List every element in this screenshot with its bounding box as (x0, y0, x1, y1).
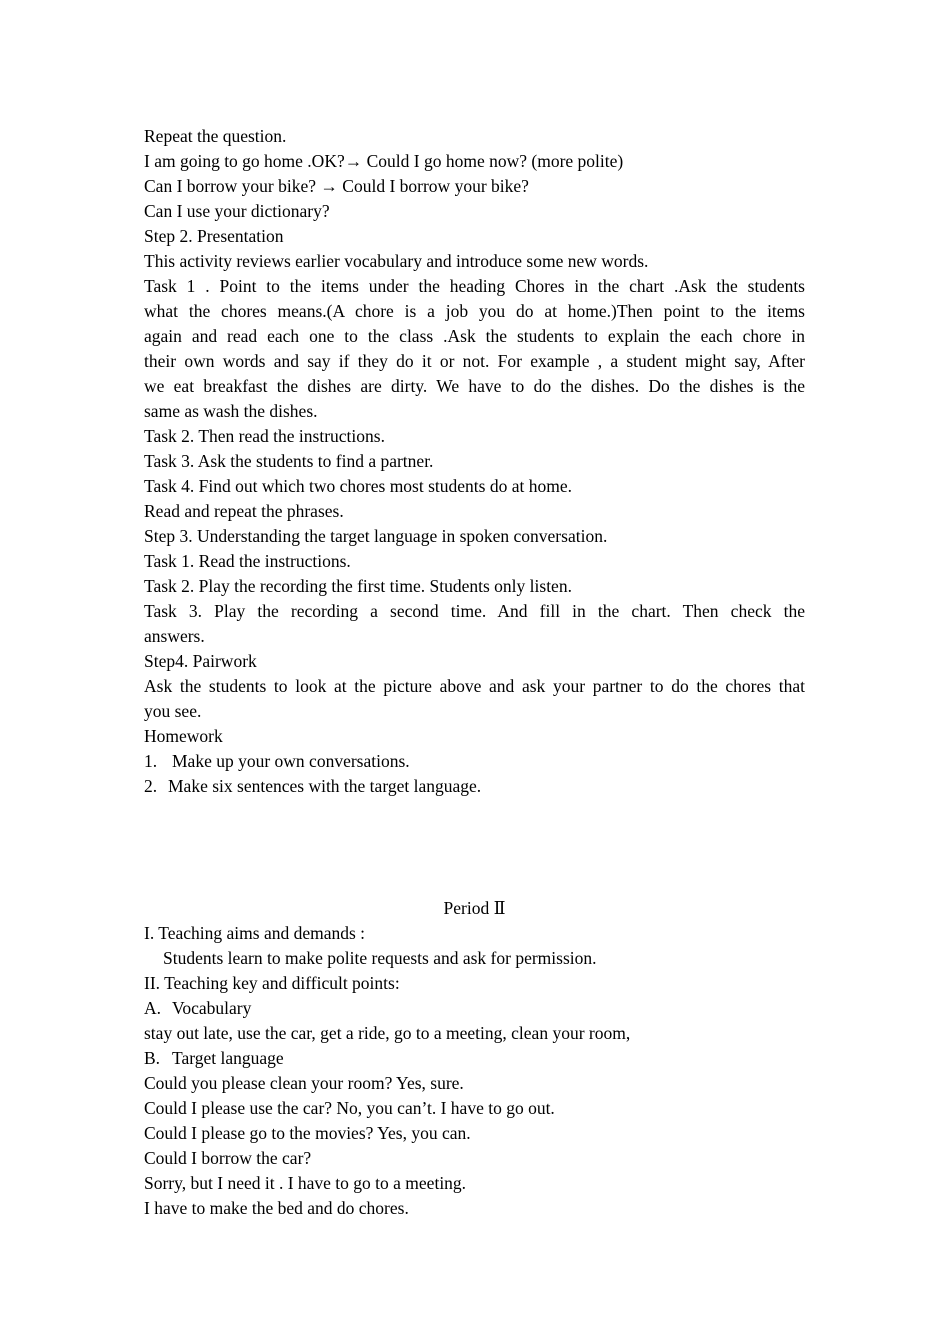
task1-line: what the chores means.(A chore is a job you do at home.)Then point to the items (144, 301, 805, 321)
text-line: Could you please clean your room? Yes, sure. (144, 1073, 464, 1093)
step-heading: Step 2. Presentation (144, 226, 284, 246)
text-line: Task 4. Find out which two chores most students do at home. (144, 476, 572, 496)
text-line: answers. (144, 626, 205, 646)
list-letter: A. (144, 998, 162, 1018)
section-heading: II. Teaching key and difficult points: (144, 973, 400, 993)
list-letter: B. (144, 1048, 161, 1068)
text-line: This activity reviews earlier vocabulary and introduce some new words. (144, 251, 649, 271)
list-number: 1. (144, 751, 158, 771)
period-two-section (144, 896, 805, 1221)
subheading-target-language (144, 1046, 805, 1071)
text-line: Can I use your dictionary? (144, 201, 330, 221)
homework-item (144, 774, 805, 799)
text-line: Task 2. Then read the instructions. (144, 426, 385, 446)
subheading-vocabulary (144, 996, 805, 1021)
section-heading: I. Teaching aims and demands : (144, 923, 366, 943)
list-text: Make six sentences with the target language. (168, 776, 482, 796)
text-line: Can I borrow your bike? → Could I borrow your bike? (144, 176, 529, 196)
homework-item (144, 749, 805, 774)
period-title: Period Ⅱ (443, 898, 506, 918)
text-line: I am going to go home .OK?→ Could I go home now? (more polite) (144, 151, 624, 171)
text-line: Task 3. Ask the students to find a partner. (144, 451, 434, 471)
task1-line: their own words and say if they do it or not. For example , a student might say, After (144, 351, 805, 371)
list-text: Target language (172, 1048, 284, 1068)
text-line: Task 3. Play the recording a second time. And fill in the chart. Then check the (144, 601, 805, 621)
step-heading: Step4. Pairwork (144, 651, 257, 671)
step-heading: Step 3. Understanding the target language in spoken conversation. (144, 526, 608, 546)
list-number: 2. (144, 776, 158, 796)
text-line: Task 2. Play the recording the first time. Students only listen. (144, 576, 572, 596)
text-line: Read and repeat the phrases. (144, 501, 344, 521)
text-line: Repeat the question. (144, 126, 287, 146)
homework-heading: Homework (144, 726, 223, 746)
text-line: you see. (144, 701, 202, 721)
task1-line: same as wash the dishes. (144, 401, 318, 421)
task1-line: Task 1 . Point to the items under the heading Chores in the chart .Ask the students (144, 276, 805, 296)
list-text: Make up your own conversations. (172, 751, 410, 771)
text-line: Could I borrow the car? (144, 1148, 312, 1168)
text-line: Sorry, but I need it . I have to go to a meeting. (144, 1173, 467, 1193)
text-line: Task 1. Read the instructions. (144, 551, 351, 571)
text-line: Could I please use the car? No, you can’t. I have to go out. (144, 1098, 555, 1118)
task1-line: again and read each one to the class .Ask the students to explain the each chore in (144, 326, 805, 346)
task1-line: we eat breakfast the dishes are dirty. We have to do the dishes. Do the dishes is the (144, 376, 805, 396)
text-line: Ask the students to look at the picture above and ask your partner to do the chores that (144, 676, 805, 696)
text-line: Students learn to make polite requests and ask for permission. (163, 948, 597, 968)
list-text: Vocabulary (172, 998, 252, 1018)
text-line: Could I please go to the movies? Yes, you can. (144, 1123, 471, 1143)
text-line: stay out late, use the car, get a ride, go to a meeting, clean your room, (144, 1023, 631, 1043)
text-line: I have to make the bed and do chores. (144, 1198, 409, 1218)
lesson-steps-section (144, 124, 805, 799)
